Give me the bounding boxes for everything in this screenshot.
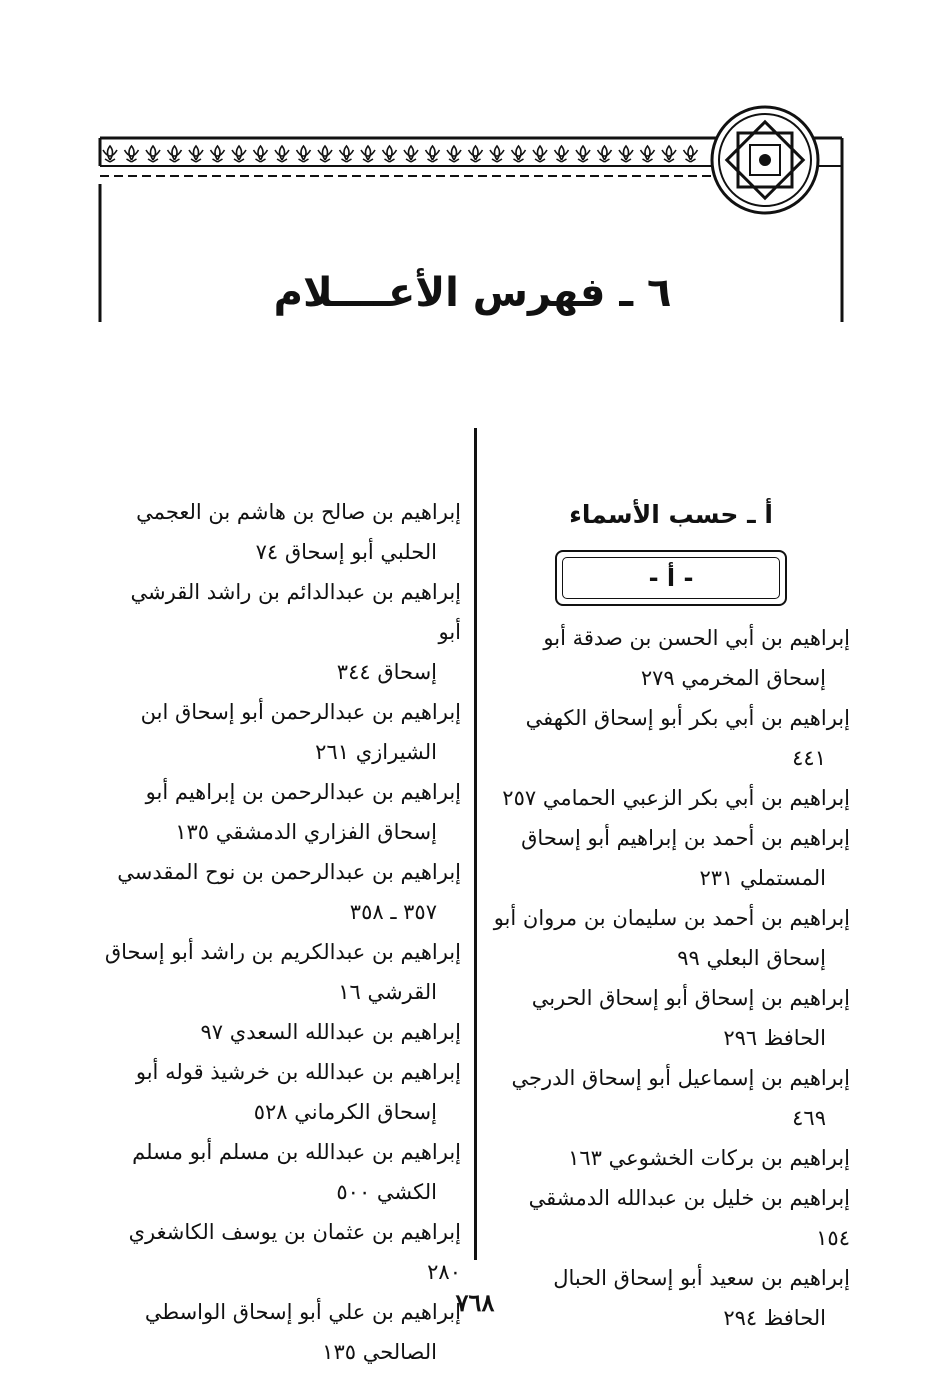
entry-line: إبراهيم بن علي أبو إسحاق الواسطي <box>144 1300 461 1324</box>
entry-continuation: الشيرازي ٢٦١ <box>315 740 437 764</box>
ornament-motif <box>232 146 246 162</box>
index-entry <box>103 692 461 772</box>
ornament-motif <box>297 146 311 162</box>
ornament-motif <box>662 146 676 162</box>
index-entry <box>103 852 461 932</box>
ornament-motif <box>189 146 203 162</box>
right-column <box>492 492 850 1338</box>
index-entry <box>492 698 850 778</box>
ornament-motif <box>447 146 461 162</box>
entry-continuation: القرشي ١٦ <box>338 980 437 1004</box>
ornament-motif <box>125 146 139 162</box>
index-entry <box>103 1212 461 1292</box>
entry-line: إبراهيم بن عبدالله بن خرشيذ قوله أبو <box>135 1060 461 1084</box>
entry-continuation: الحافظ ٢٩٤ <box>723 1306 826 1330</box>
entry-line: إبراهيم بن عثمان بن يوسف الكاشغري ٢٨٠ <box>128 1220 461 1284</box>
entry-continuation: الحلبي أبو إسحاق ٧٤ <box>255 540 437 564</box>
entry-continuation: ٣٥٧ ـ ٣٥٨ <box>349 900 437 924</box>
ornament-motif <box>641 146 655 162</box>
entry-line: إبراهيم بن أبي الحسن بن صدقة أبو <box>543 626 850 650</box>
index-entry <box>103 1052 461 1132</box>
ornament-motif <box>318 146 332 162</box>
index-entry <box>103 572 461 692</box>
entry-continuation: إسحاق الفزاري الدمشقي ١٣٥ <box>175 820 437 844</box>
entry-line: إبراهيم بن عبدالرحمن بن إبراهيم أبو <box>145 780 461 804</box>
ornament-motif <box>404 146 418 162</box>
entry-continuation: الحافظ ٢٩٦ <box>723 1026 826 1050</box>
page-number: ٧٦٨ <box>455 1288 495 1317</box>
entry-line: إبراهيم بن عبدالرحمن أبو إسحاق ابن <box>140 700 461 724</box>
ornament-motif <box>684 146 698 162</box>
entry-line: إبراهيم بن أحمد بن سليمان بن مروان أبو <box>493 906 850 930</box>
entry-continuation: الصالحي ١٣٥ <box>322 1340 437 1364</box>
entry-continuation: المستملي ٢٣١ <box>699 866 826 890</box>
index-entry <box>492 898 850 978</box>
index-entry <box>492 1178 850 1258</box>
ornament-motif <box>146 146 160 162</box>
index-entry <box>103 772 461 852</box>
ornament-motif <box>103 146 117 162</box>
index-entry <box>103 1012 461 1052</box>
entry-line: إبراهيم بن عبدالكريم بن راشد أبو إسحاق <box>104 940 461 964</box>
ornament-motif <box>490 146 504 162</box>
section-title: أ ـ حسب الأسماء <box>569 500 773 529</box>
ornament-motif <box>469 146 483 162</box>
entry-line: إبراهيم بن سعيد أبو إسحاق الحبال <box>553 1266 850 1290</box>
ornament-motif <box>512 146 526 162</box>
ornament-motif <box>254 146 268 162</box>
ornament-band <box>103 146 698 162</box>
letter-heading: - أ - <box>555 550 787 606</box>
ornament-motif <box>168 146 182 162</box>
entry-line: إبراهيم بن عبدالله بن مسلم أبو مسلم <box>132 1140 461 1164</box>
ornament-motif <box>619 146 633 162</box>
entry-continuation: إسحاق ٣٤٤ <box>336 660 437 684</box>
entry-line: إبراهيم بن عبدالرحمن بن نوح المقدسي <box>117 860 461 884</box>
entry-line: إبراهيم بن خليل بن عبدالله الدمشقي ١٥٤ <box>528 1186 850 1250</box>
column-divider <box>474 428 477 1260</box>
right-entries-list <box>492 618 850 1338</box>
entry-continuation: ٤٤١ <box>792 746 826 770</box>
ornament-motif <box>576 146 590 162</box>
index-entry <box>492 1138 850 1178</box>
index-entry <box>103 492 461 572</box>
entry-line: إبراهيم بن بركات الخشوعي ١٦٣ <box>568 1146 850 1170</box>
left-entries-list <box>103 492 461 1372</box>
entry-continuation: إسحاق المخرمي ٢٧٩ <box>640 666 826 690</box>
entry-continuation: الكشي ٥٠٠ <box>336 1180 437 1204</box>
entry-line: إبراهيم بن صالح بن هاشم بن العجمي <box>136 500 461 524</box>
entry-line: إبراهيم بن عبدالله السعدي ٩٧ <box>200 1020 461 1044</box>
index-entry <box>492 818 850 898</box>
entry-line: إبراهيم بن إسحاق أبو إسحاق الحربي <box>531 986 850 1010</box>
index-entry <box>103 1132 461 1212</box>
entry-continuation: إسحاق الكرماني ٥٢٨ <box>253 1100 437 1124</box>
index-entry <box>492 618 850 698</box>
entry-line: إبراهيم بن عبدالدائم بن راشد القرشي أبو <box>130 580 461 644</box>
ornament-motif <box>211 146 225 162</box>
entry-line: إبراهيم بن إسماعيل أبو إسحاق الدرجي <box>511 1066 850 1090</box>
index-entry <box>492 1058 850 1138</box>
left-column <box>103 492 461 1372</box>
medallion-ornament <box>712 107 818 213</box>
page-title: ٦ ـ فهرس الأعــــلام <box>273 270 672 316</box>
ornament-motif <box>383 146 397 162</box>
entry-continuation: إسحاق البعلي ٩٩ <box>677 946 826 970</box>
index-entry <box>492 778 850 818</box>
ornament-motif <box>598 146 612 162</box>
index-entry <box>103 932 461 1012</box>
ornament-motif <box>340 146 354 162</box>
entry-continuation: ٤٦٩ <box>792 1106 826 1130</box>
index-entry <box>492 978 850 1058</box>
entry-line: إبراهيم بن أبي بكر أبو إسحاق الكهفي <box>525 706 850 730</box>
ornament-motif <box>275 146 289 162</box>
entry-line: إبراهيم بن أبي بكر الزعبي الحمامي ٢٥٧ <box>502 786 850 810</box>
ornament-motif <box>361 146 375 162</box>
ornament-motif <box>533 146 547 162</box>
entry-line: إبراهيم بن أحمد بن إبراهيم أبو إسحاق <box>521 826 850 850</box>
ornament-motif <box>555 146 569 162</box>
ornament-motif <box>426 146 440 162</box>
